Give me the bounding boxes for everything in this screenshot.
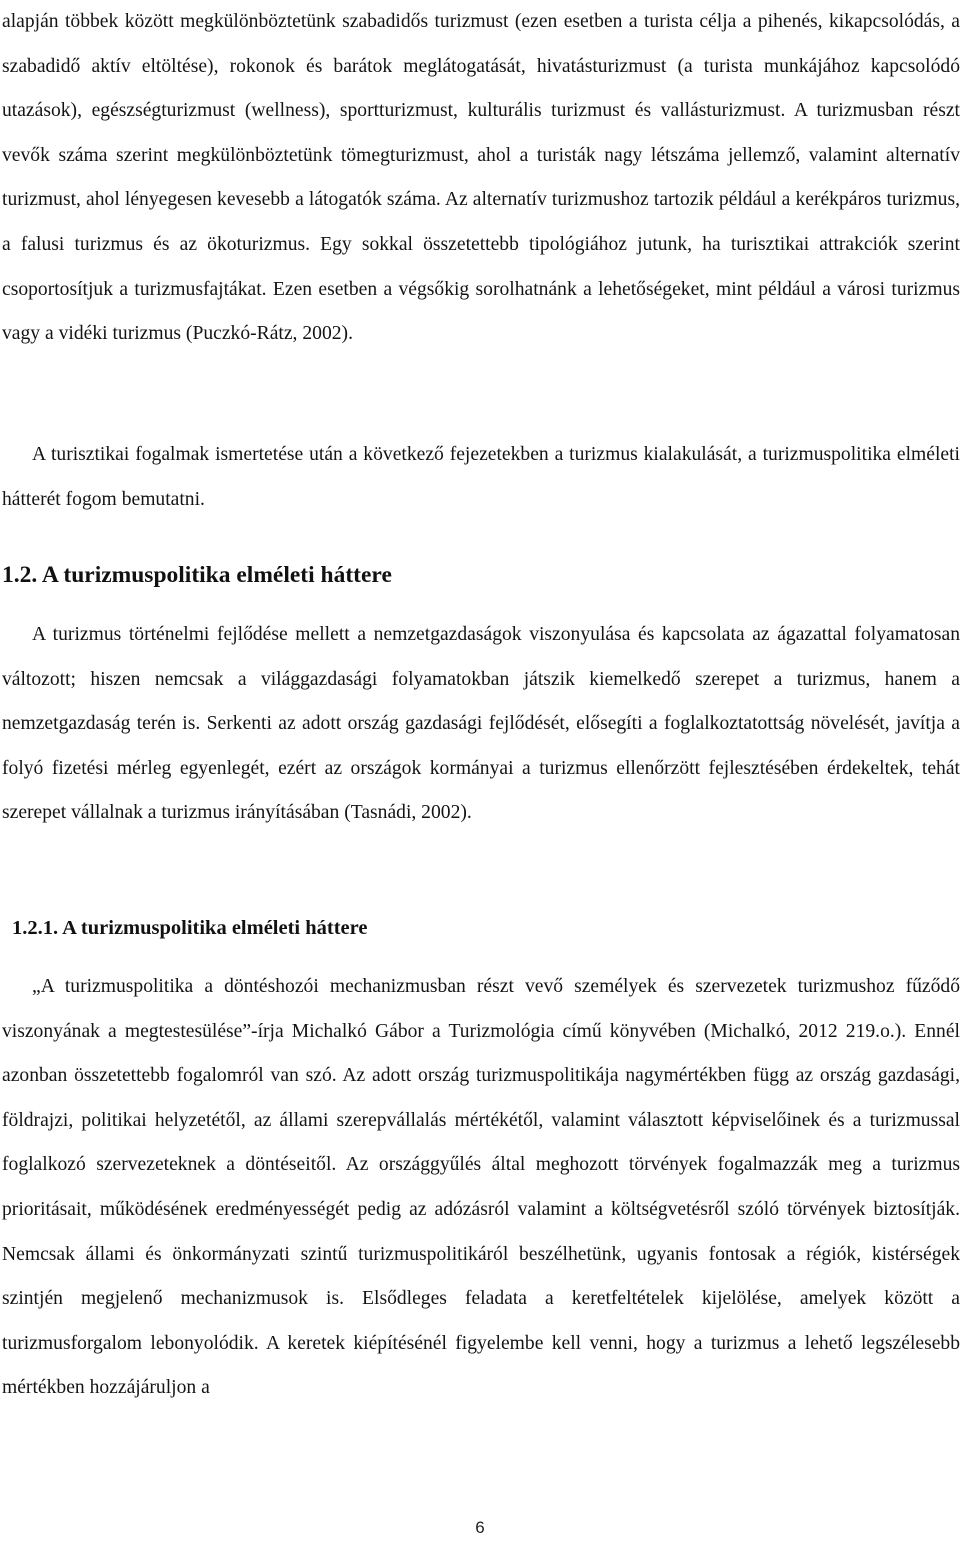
body-paragraph-tourism-policy: „A turizmuspolitika a döntéshozói mechanizmusban részt vevő személyek és szervezetek turizmushoz fűződő viszonyának a megtestesülése”-írja Michalkó Gábor a Turizmológia című könyvében (Michalkó, 2012 219.o.). Ennél azonban összetettebb fogalomról van szó. Az adott ország turizmuspolitikája nagymértékben függ az ország gazdasági, földrajzi, politikai helyzetétől, az állami szerepvállalás mértékétől, valamint választott képviselőinek és a turizmussal foglalkozó szervezeteknek a döntéseitől. Az országgyűlés által meghozott törvények fogalmazzák meg a turizmus prioritásait, működésének eredményességét pedig az adózásról valamint a költségvetésről szóló törvények biztosítják. Nemcsak állami és önkormányzati szintű turizmuspolitikáról beszélhetünk, ugyanis fontosak a régiók, kistérségek szintjén megjelenő mechanizmusok is. Elsődleges feladata a keretfeltételek kijelölése, amelyek között a turizmusforgalom lebonyolódik. A keretek kiépítésénél figyelembe kell venni, hogy a turizmus a lehető legszélesebb mértékben hozzájáruljon a (2, 976, 960, 1399)
section-heading-1-2: 1.2. A turizmuspolitika elméleti háttere (2, 562, 392, 588)
body-paragraph-transition: A turisztikai fogalmak ismertetése után a következő fejezetekben a turizmus kialakulását, a turizmuspolitika elméleti hátterét fogom bemutatni. (2, 444, 960, 510)
page-number: 6 (475, 1518, 485, 1537)
body-paragraph-typology: alapján többek között megkülönböztetünk szabadidős turizmust (ezen esetben a turista célja a pihenés, kikapcsolódás, a szabadidő aktív eltöltése), rokonok és barátok meglátogatását, hivatásturizmust (a turista munkájához kapcsolódó utazások), egészségturizmust (wellness), sportturizmust, kulturális turizmust és vallásturizmust. A turizmusban részt vevők száma szerint megkülönböztetünk tömegturizmust, ahol a turisták nagy létszáma jellemző, valamint alternatív turizmust, ahol lényegesen kevesebb a látogatók száma. Az alternatív turizmushoz tartozik például a kerékpáros turizmus, a falusi turizmus és az ökoturizmus. Egy sokkal összetettebb tipológiához jutunk, ha turisztikai attrakciók szerint csoportosítjuk a turizmusfajtákat. Ezen esetben a végsőkig sorolhatnánk a lehetőségeket, mint például a városi turizmus vagy a vidéki turizmus (Puczkó-Rátz, 2002). (2, 11, 960, 345)
subsection-heading-1-2-1: 1.2.1. A turizmuspolitika elméleti háttere (12, 917, 368, 939)
body-paragraph-history: A turizmus történelmi fejlődése mellett a nemzetgazdaságok viszonyulása és kapcsolata az ágazattal folyamatosan változott; hiszen nemcsak a világgazdasági folyamatokban játszik kiemelkedő szerepet a turizmus, hanem a nemzetgazdaság terén is. Serkenti az adott ország gazdasági fejlődését, elősegíti a foglalkoztatottság növelését, javítja a folyó fizetési mérleg egyenlegét, ezért az országok kormányai a turizmus ellenőrzött fejlesztésében érdekeltek, tehát szerepet vállalnak a turizmus irányításában (Tasnádi, 2002). (2, 624, 960, 824)
